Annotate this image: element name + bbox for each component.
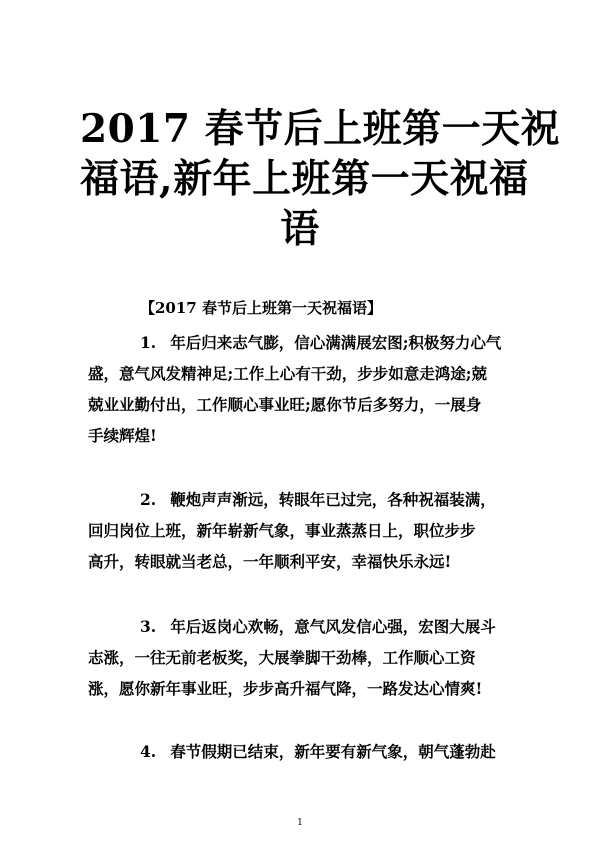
paragraph-first-line: [88, 736, 528, 767]
paragraph-number: 2.: [140, 490, 157, 509]
paragraph-text: 鞭炮声声渐远，转眼年已过完，各种祝福装满，: [170, 490, 496, 509]
paragraph-number: 1.: [140, 333, 157, 352]
paragraph-line: 兢业业勤付出，工作顺心事业旺;愿你节后多努力，一展身: [88, 395, 482, 414]
document-title: [80, 104, 561, 254]
paragraph-text: 年后返岗心欢畅，意气风发信心强，宏图大展斗: [170, 617, 496, 636]
paragraph-line: 盛，意气风发精神足;工作上心有干劲，步步如意走鸿途;兢: [88, 364, 487, 383]
paragraph-first-line: [88, 484, 528, 515]
paragraph-number: 4.: [140, 742, 157, 761]
paragraph-line: 手续辉煌!: [88, 426, 157, 445]
paragraph-first-line: [88, 327, 528, 358]
title-line: 福语,新年上班第一天祝福: [80, 156, 529, 202]
paragraph-line: 高升，转眼就当老总，一年顺利平安，幸福快乐永远!: [88, 552, 452, 571]
section-heading: 【2017 春节后上班第一天祝福语】: [140, 299, 382, 317]
greeting-paragraph-3: [88, 611, 528, 704]
paragraph-line: 回归岗位上班，新年崭新气象，事业蒸蒸日上，职位步步: [88, 521, 476, 540]
paragraph-line: 涨，愿你新年事业旺，步步高升福气降，一路发达心情爽!: [88, 679, 483, 698]
title-line: 语: [280, 206, 320, 252]
greeting-paragraph-2: [88, 484, 528, 577]
paragraph-text: 年后归来志气膨，信心满满展宏图;积极努力心气: [170, 333, 502, 352]
greeting-paragraph-1: [88, 327, 528, 451]
page-number: 1: [297, 818, 303, 828]
greeting-paragraph-4: [88, 736, 528, 767]
paragraph-text: 春节假期已结束，新年要有新气象，朝气蓬勃赴: [170, 742, 496, 761]
title-line: 2017 春节后上班第一天祝: [80, 106, 561, 152]
paragraph-number: 3.: [140, 617, 157, 636]
paragraph-first-line: [88, 611, 528, 642]
paragraph-line: 志涨，一往无前老板奖，大展拳脚干劲棒，工作顺心工资: [88, 648, 476, 667]
